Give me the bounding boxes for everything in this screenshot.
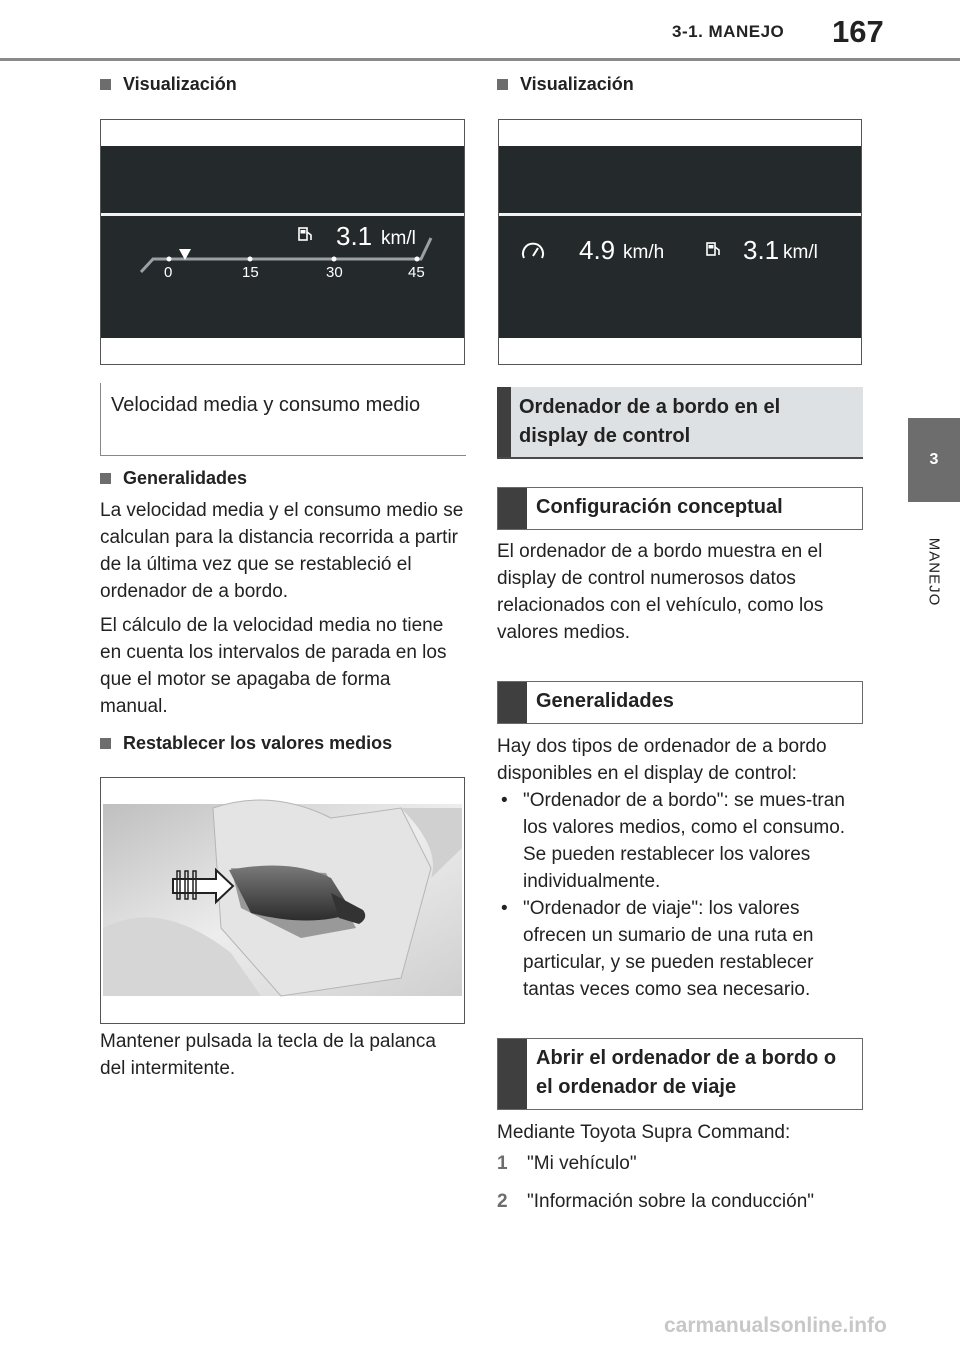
heading-text: Configuración conceptual [536, 496, 783, 518]
heading-text: Abrir el ordenador de a bordo o el ordenador de viaje [536, 1047, 837, 1098]
section-title: 3-1. MANEJO [672, 22, 785, 41]
heading-generalidades-right [497, 681, 863, 724]
caption-box [100, 383, 466, 456]
heading-generalidades [100, 468, 247, 489]
consumption-unit: km/l [381, 228, 416, 249]
scale-label-15: 15 [242, 264, 259, 281]
figure-display-speed-consumption [498, 119, 862, 365]
heading-visualizacion-right [497, 74, 634, 95]
scale-label-45: 45 [408, 264, 425, 281]
list-item [497, 895, 859, 1003]
header-rule [0, 58, 960, 61]
square-bullet-icon [497, 79, 508, 90]
figure-turn-signal-lever [100, 777, 465, 1024]
paragraph-generalidades-right: Hay dos tipos de ordenador de a bordo disponibles en el display de control: [497, 736, 827, 784]
scale-label-0: 0 [164, 264, 173, 281]
fuel-pump-icon [299, 228, 311, 240]
chapter-tab-label-text: MANEJO [925, 537, 943, 607]
chapter-tab-label [916, 512, 952, 632]
figure-display-consumption [100, 119, 465, 365]
speedometer-icon [523, 244, 543, 258]
heading-bar [498, 488, 527, 529]
turn-signal-lever-illustration [101, 778, 464, 1023]
square-bullet-icon [100, 79, 111, 90]
step-number: 2 [497, 1191, 508, 1212]
paragraph-mediante: Mediante Toyota Supra Command: [497, 1122, 791, 1143]
control-display-screen [499, 146, 861, 338]
step-text: "Información sobre la conducción" [527, 1191, 815, 1212]
heading-bar [498, 1039, 527, 1109]
list-item-text: "Ordenador de viaje": los valores ofrecen un sumario de una ruta en particular, y se pueden restablecer tantas veces como sea necesario. [523, 898, 814, 1000]
bullet-dot: • [501, 898, 508, 919]
step-2 [497, 1191, 859, 1217]
heading-text: Restablecer los valores medios [123, 733, 393, 753]
heading-configuracion [497, 487, 863, 530]
heading-bar [497, 387, 511, 457]
section-heading-ordenador [497, 387, 863, 459]
consumption-value: 3.1 [336, 221, 373, 251]
step-text: "Mi vehículo" [527, 1153, 637, 1174]
heading-restablecer [100, 733, 392, 754]
page-number: 167 [832, 14, 884, 49]
instrument-screen [101, 146, 464, 338]
scale-label-30: 30 [326, 264, 343, 281]
watermark: carmanualsonline.info [664, 1314, 887, 1337]
heading-visualizacion-left [100, 74, 237, 95]
heading-text: Generalidades [536, 690, 674, 712]
paragraph-configuracion: El ordenador de a bordo muestra en el display de control numerosos datos relacionados con el vehículo, como los valores medios. [497, 541, 824, 643]
step-number: 1 [497, 1153, 508, 1174]
paragraph-generalidades-2: El cálculo de la velocidad media no tiene en cuenta los intervalos de parada en los que el motor se apagaba de forma manual. [100, 615, 447, 717]
heading-bar [498, 682, 527, 723]
chapter-tab-number: 3 [908, 418, 960, 502]
speed-value: 4.9 [579, 235, 616, 265]
square-bullet-icon [100, 738, 111, 749]
list-item-text: "Ordenador de a bordo": se mues-tran los valores medios, como el consumo. Se pueden restablecer los valores individualmente. [523, 790, 846, 892]
heading-text: Generalidades [123, 468, 248, 488]
list-item [497, 787, 859, 895]
heading-text: Visualización [520, 74, 634, 94]
paragraph-generalidades-1: La velocidad media y el consumo medio se calculan para la distancia recorrida a partir de la última vez que se restableció el ordenador de a bordo. [100, 500, 464, 602]
fuel-pump-icon [707, 243, 719, 255]
paragraph-restablecer: Mantener pulsada la tecla de la palanca del intermitente. [100, 1031, 436, 1079]
heading-text: Visualización [123, 74, 237, 94]
heading-abrir-ordenador [497, 1038, 863, 1110]
step-1 [497, 1153, 859, 1179]
fuel-value: 3.1 [743, 235, 780, 265]
bullet-dot: • [501, 790, 508, 811]
bullet-list [497, 787, 859, 1003]
speed-unit: km/h [623, 242, 665, 263]
square-bullet-icon [100, 473, 111, 484]
caption-text: Velocidad media y consumo medio [111, 394, 421, 416]
section-heading-text: Ordenador de a bordo en el display de control [519, 396, 781, 447]
fuel-unit: km/l [783, 242, 818, 263]
